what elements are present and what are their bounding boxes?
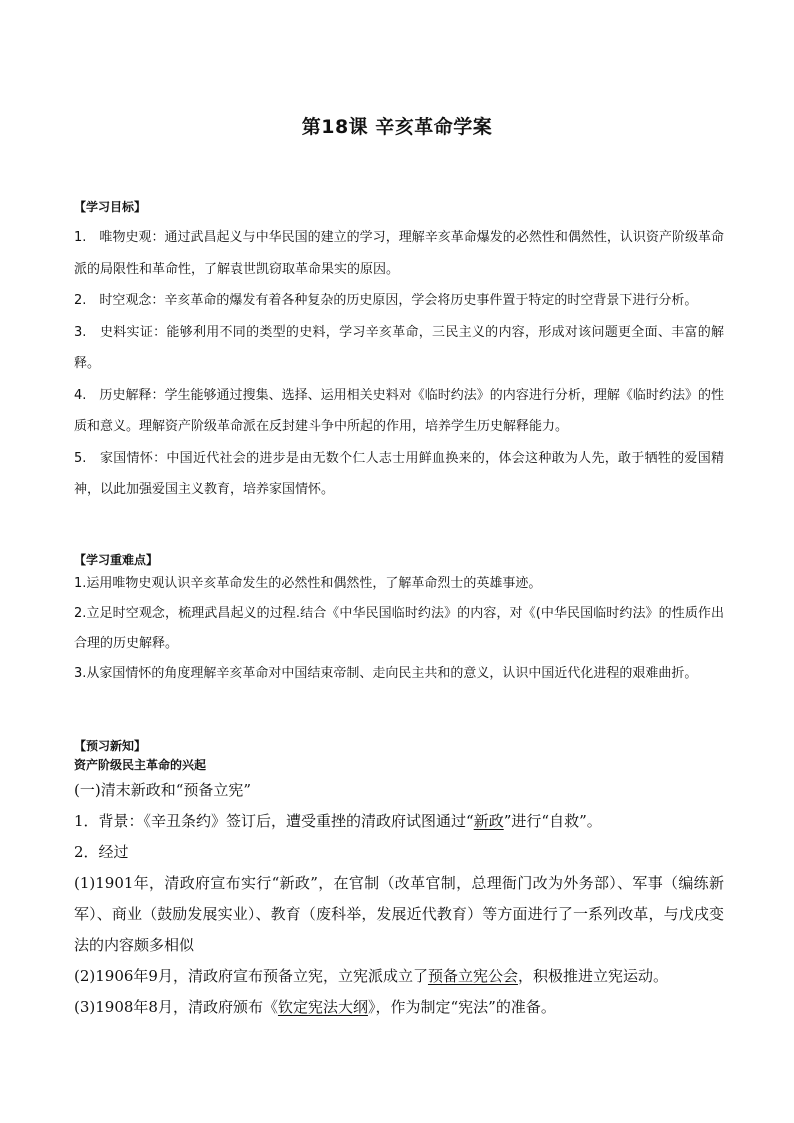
page-title: 第18课 辛亥革命学案 bbox=[301, 116, 493, 138]
objectives-section bbox=[74, 198, 724, 506]
process-paragraph bbox=[74, 992, 724, 1023]
background-text: ”进行“自救”。 bbox=[503, 812, 602, 830]
key-point-item: 3.从家国情怀的角度理解辛亥革命对中国结束帝制、走向民主共和的意义，认识中国近代化进程的艰难曲折。 bbox=[74, 666, 698, 681]
key-points-section bbox=[74, 551, 724, 689]
process-text: (2)1906年9月，清政府宣布预备立宪，立宪派成立了 bbox=[74, 967, 428, 985]
process-text: ，积极推进立宪运动。 bbox=[517, 967, 668, 985]
preview-heading: 【预习新知】 bbox=[74, 739, 147, 753]
objectives-heading: 【学习目标】 bbox=[74, 200, 147, 214]
background-paragraph bbox=[74, 806, 724, 837]
underlined-term: 预备立宪公会 bbox=[427, 967, 518, 985]
key-point-item: 1.运用唯物史观认识辛亥革命发生的必然性和偶然性，了解革命烈士的英雄事迹。 bbox=[74, 576, 542, 591]
process-text: (3)1908年8月，清政府颁布《 bbox=[74, 998, 278, 1016]
preview-part-title: (一)清末新政和“预备立宪” bbox=[74, 781, 252, 799]
process-text: 》，作为制定“宪法”的准备。 bbox=[367, 998, 556, 1016]
process-paragraph bbox=[74, 961, 724, 992]
objective-item: 1. 唯物史观：通过武昌起义与中华民国的建立的学习，理解辛亥革命爆发的必然性和偶然性，认识资产阶级革命派的局限性和革命性，了解袁世凯窃取革命果实的原因。 bbox=[74, 230, 724, 277]
underlined-term: 新政 bbox=[473, 812, 504, 830]
preview-section bbox=[74, 737, 724, 1023]
process-paragraph: (1)1901年，清政府宣布实行“新政”，在官制（改革官制，总理衙门改为外务部）、军事（编练新军）、商业（鼓励发展实业）、教育（废科举，发展近代教育）等方面进行了一系列改革，与戊戌变法的内容颇多相似 bbox=[74, 874, 724, 954]
objective-item: 4. 历史解释：学生能够通过搜集、选择、运用相关史料对《临时约法》的内容进行分析，理解《临时约法》的性质和意义。理解资产阶级革命派在反封建斗争中所起的作用，培养学生历史解释能力。 bbox=[74, 387, 724, 434]
objective-item: 5. 家国情怀：中国近代社会的进步是由无数个仁人志士用鲜血换来的，体会这种敢为人先，敢于牺牲的爱国精神，以此加强爱国主义教育，培养家国情怀。 bbox=[74, 450, 724, 497]
objective-item: 3. 史料实证：能够利用不同的类型的史料，学习辛亥革命，三民主义的内容，形成对该问题更全面、丰富的解释。 bbox=[74, 324, 724, 371]
key-point-item: 2.立足时空观念，梳理武昌起义的过程.结合《中华民国临时约法》的内容，对《(中华民国临时约法》的性质作出合理的历史解释。 bbox=[74, 606, 724, 651]
underlined-term: 钦定宪法大纲 bbox=[277, 998, 368, 1016]
preview-subheading: 资产阶级民主革命的兴起 bbox=[74, 758, 207, 772]
objective-item: 2. 时空观念：辛亥革命的爆发有着各种复杂的历史原因，学会将历史事件置于特定的时空背景下进行分析。 bbox=[74, 293, 698, 308]
key-points-heading: 【学习重难点】 bbox=[74, 553, 159, 567]
process-label: 2．经过 bbox=[74, 843, 129, 861]
background-text: 1．背景：《辛丑条约》签订后，遭受重挫的清政府试图通过“ bbox=[74, 812, 474, 830]
